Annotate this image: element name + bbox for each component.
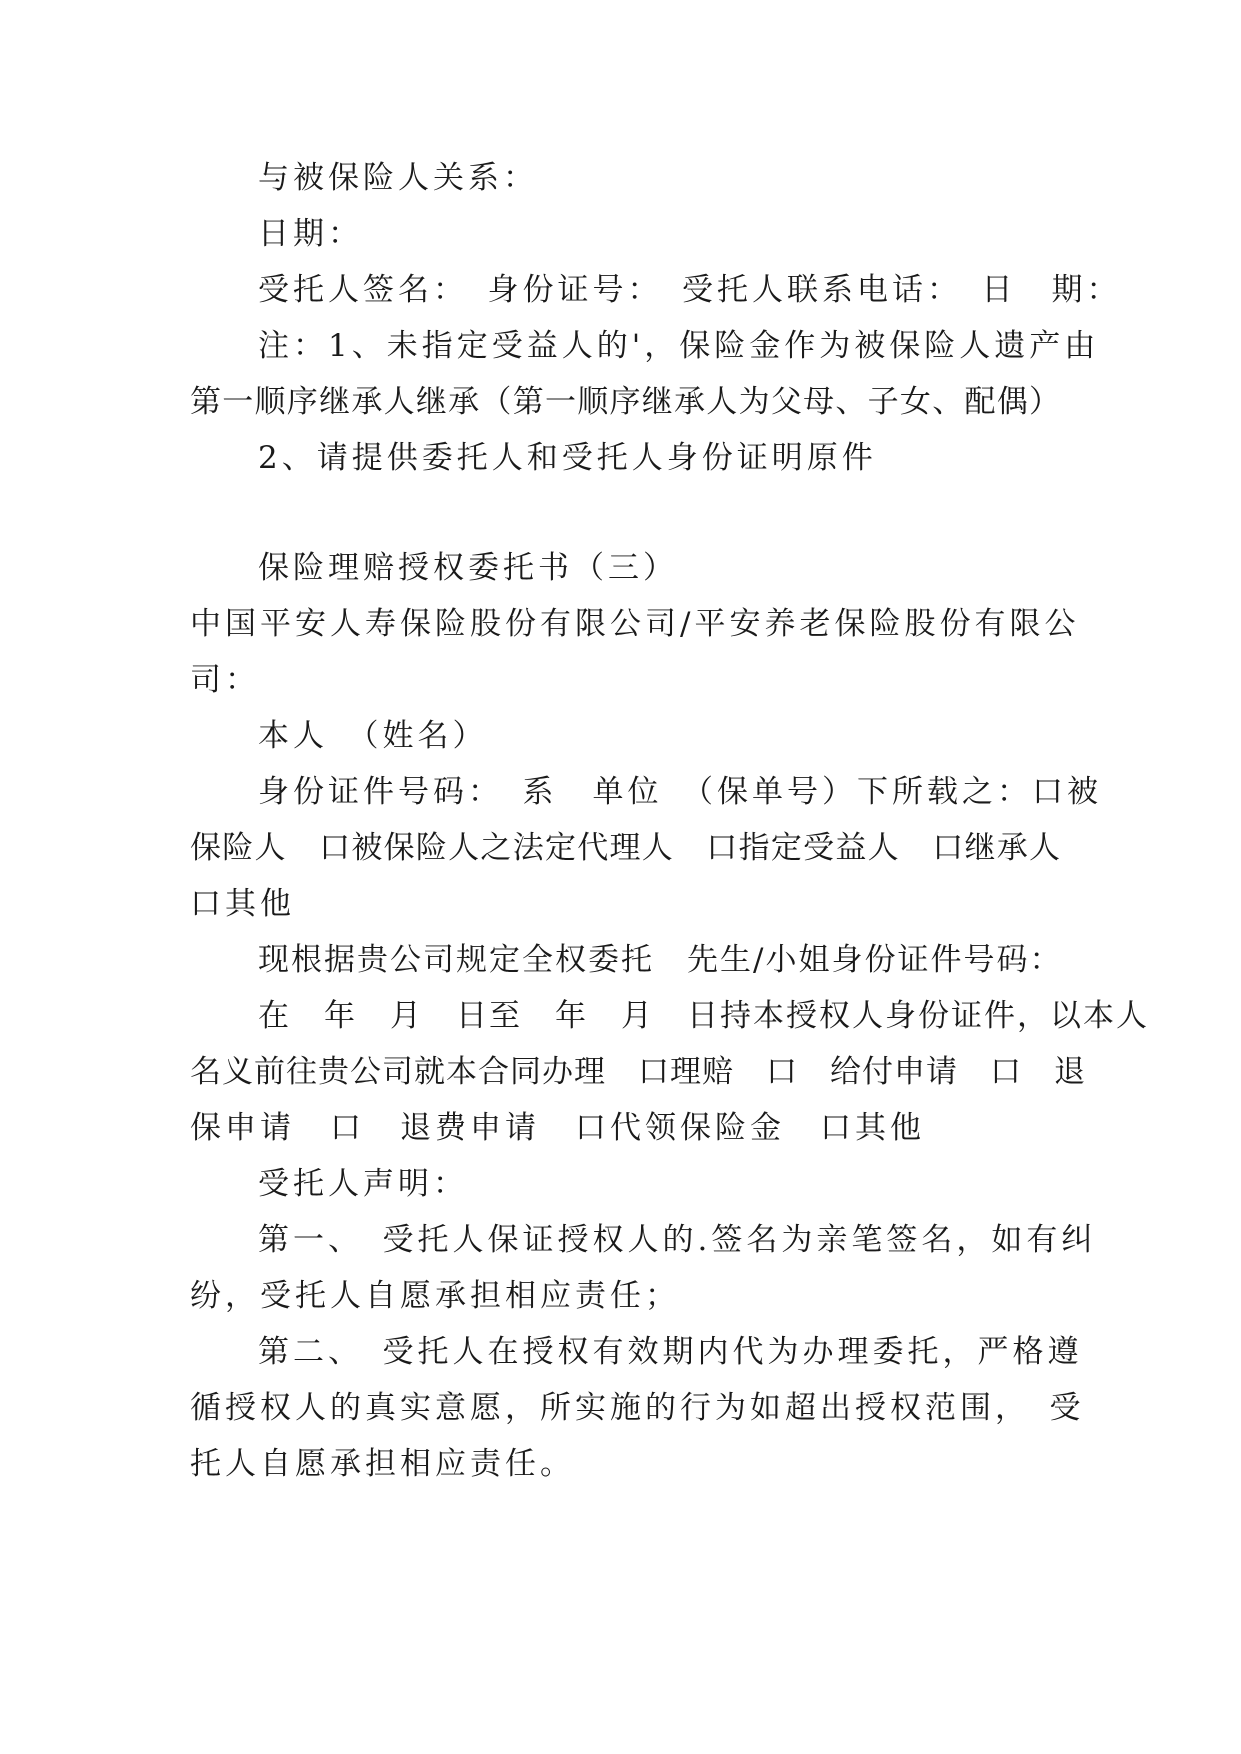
company-line: 中国平安人寿保险股份有限公司/平安养老保险股份有限公 <box>190 606 1080 642</box>
service-options-line-end: 保申请 口 退费申请 口代领保险金 口其他 <box>190 1110 925 1146</box>
declaration-2-line: 第二、 受托人在授权有效期内代为办理委托，严格遵 <box>258 1334 1083 1370</box>
service-options-line: 名义前往贵公司就本合同办理 口理赔 口 给付申请 口 退 <box>190 1054 1086 1090</box>
company-line-end: 司： <box>190 662 260 698</box>
trustee-signature-line: 受托人签名： 身份证号： 受托人联系电话： 日 期： <box>258 272 1122 308</box>
declaration-1-continuation: 纷，受托人自愿承担相应责任； <box>190 1278 680 1314</box>
validity-period-line: 在 年 月 日至 年 月 日持本授权人身份证件，以本人 <box>258 998 1149 1034</box>
role-other-line: 口其他 <box>190 886 295 922</box>
id-number-line: 身份证件号码： 系 单位 （保单号）下所载之：口被 <box>258 774 1102 810</box>
section-title: 保险理赔授权委托书（三） <box>258 550 678 586</box>
authorization-line: 现根据贵公司规定全权委托 先生/小姐身份证件号码： <box>258 942 1063 978</box>
declaration-2-end: 托人自愿承担相应责任。 <box>190 1446 575 1482</box>
declaration-1-line: 第一、 受托人保证授权人的.签名为亲笔签名，如有纠 <box>258 1222 1097 1258</box>
trustee-declaration-title: 受托人声明： <box>258 1166 468 1202</box>
declaration-2-continuation: 循授权人的真实意愿，所实施的行为如超出授权范围， 受 <box>190 1390 1085 1426</box>
relationship-line: 与被保险人关系： <box>258 160 538 196</box>
role-options-line: 保险人 口被保险人之法定代理人 口指定受益人 口继承人 <box>190 830 1060 866</box>
note-2-line: 2、请提供委托人和受托人身份证明原件 <box>258 440 877 476</box>
note-1-continuation: 第一顺序继承人继承（第一顺序继承人为父母、子女、配偶） <box>190 384 1060 420</box>
date-line: 日期： <box>258 216 363 252</box>
note-1-line: 注：1、未指定受益人的'，保险金作为被保险人遗产由 <box>258 328 1100 364</box>
name-line: 本人 （姓名） <box>258 718 488 754</box>
